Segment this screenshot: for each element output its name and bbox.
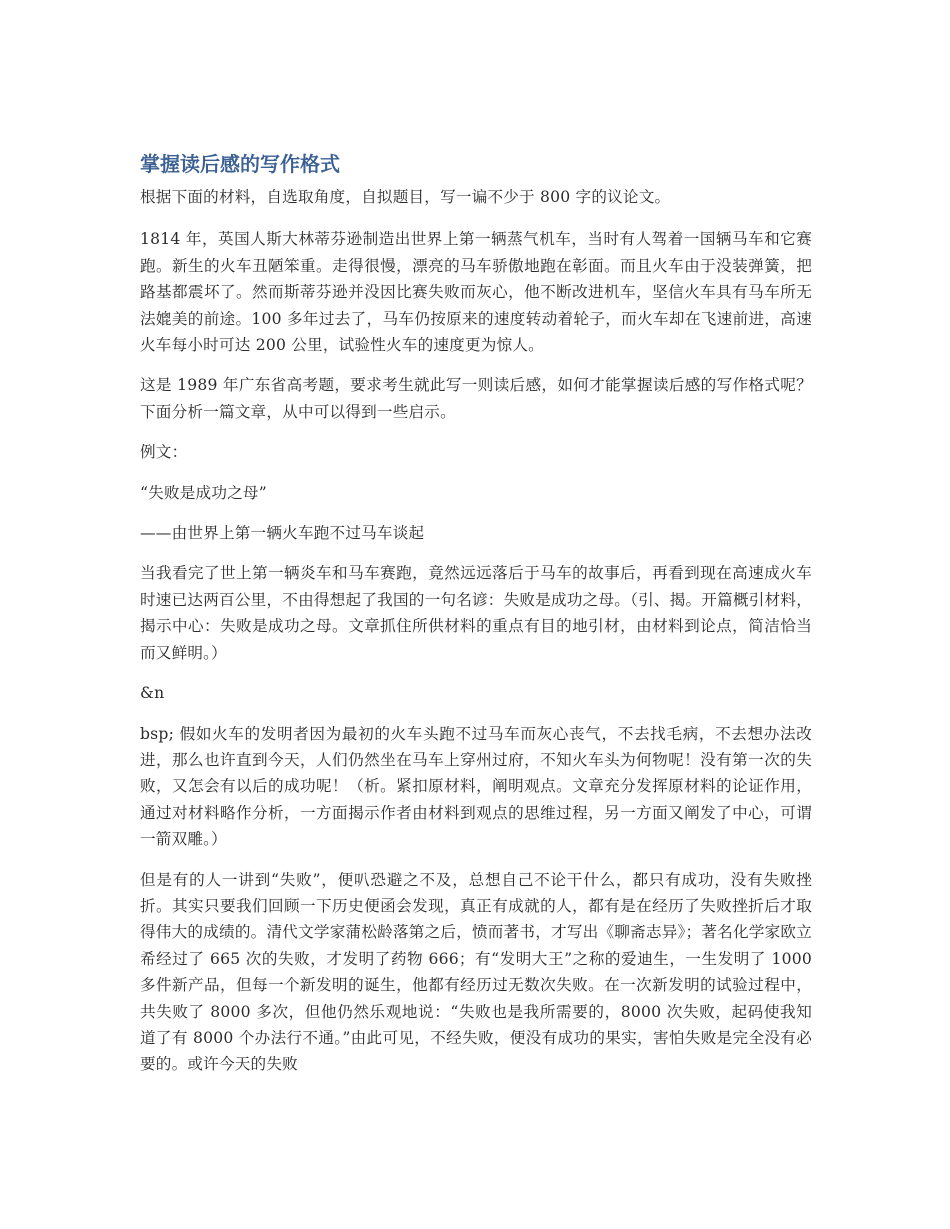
intro-paragraph: 这是 1989 年广东省高考题，要求考生就此写一则读后感，如何才能掌握读后感的写作格式呢？下面分析一篇文章，从中可以得到一些启示。 <box>140 376 812 421</box>
material-paragraph: 1814 年，英国人斯大林蒂芬逊制造出世界上第一辆蒸气机车，当时有人驾着一国辆马车和它赛跑。新生的火车丑陋笨重。走得很慢，漂亮的马车骄傲地跑在彰面。而且火车由于没装弹簧，把路基都震坏了。然而斯蒂芬逊并没因比赛失败而灰心，他不断改进机车，坚信火车具有马车所无法媲美的前途。100 多年过去了，马车仍按原来的速度转动着轮子，而火车却在飞速前进，高速火车每小时可达 200 公里，试验性火车的速度更为惊人。 <box>140 230 812 355</box>
document-page <box>140 150 812 1092</box>
essay-paragraph-3: 但是有的人一讲到“失败”，便叭恐避之不及，总想自己不论干什么，都只有成功，没有失败挫折。其实只要我们回顾一下历史便函会发现，真正有成就的人，都有是在经历了失败挫折后才取得伟大的成绩的。清代文学家蒲松龄落第之后，愤而著书，才写出《聊斋志异》；著名化学家欧立希经过了 665 次的失败，才发明了药物 666；有“发明大王”之称的爱迪生，一生发明了 1000 多件新产品，但每一个新发明的诞生，他都有经历过无数次失败。在一次新发明的试验过程中，共失败了 8000 多次，但他仍然乐观地说：“失败也是我所需要的，8000 次失败，起码使我知道了有 8000 个办法行不通。”由此可见，不经失败，便没有成功的果实，害怕失败是完全没有必要的。或许今天的失败 <box>140 870 812 1074</box>
document-title: 掌握读后感的写作格式 <box>140 152 340 176</box>
essay-paragraph-1: 当我看完了世上第一辆炎车和马车赛跑，竟然远远落后于马车的故事后，再看到现在高速成火车时速已达两百公里，不由得想起了我国的一句名谚：失败是成功之母。（引、揭。开篇概引材料，揭示中心：失败是成功之母。文章抓住所供材料的重点有目的地引材，由材料到论点，简洁恰当而又鲜明。） <box>140 564 812 662</box>
essay-title: “失败是成功之母” <box>140 483 267 502</box>
essay-paragraph-2: bsp; 假如火车的发明者因为最初的火车头跑不过马车而灰心丧气，不去找毛病，不去想办法改进，那么也许直到今天，人们仍然坐在马车上穿州过府，不知火车头为何物呢！没有第一次的失败，又怎会有以后的成功呢！（析。紧扣原材料，阐明观点。文章充分发挥原材料的论证作用，通过对材料略作分析，一方面揭示作者由材料到观点的思维过程，另一方面又阐发了中心，可谓一箭双雕。） <box>140 724 812 849</box>
essay-subtitle: ——由世界上第一辆火车跑不过马车谈起 <box>140 524 425 543</box>
example-label: 例文： <box>140 443 188 462</box>
stray-entity-fragment: &n <box>140 684 165 703</box>
prompt-paragraph: 根据下面的材料，自选取角度，自拟题目，写一谝不少于 800 字的议论文。 <box>140 188 671 206</box>
